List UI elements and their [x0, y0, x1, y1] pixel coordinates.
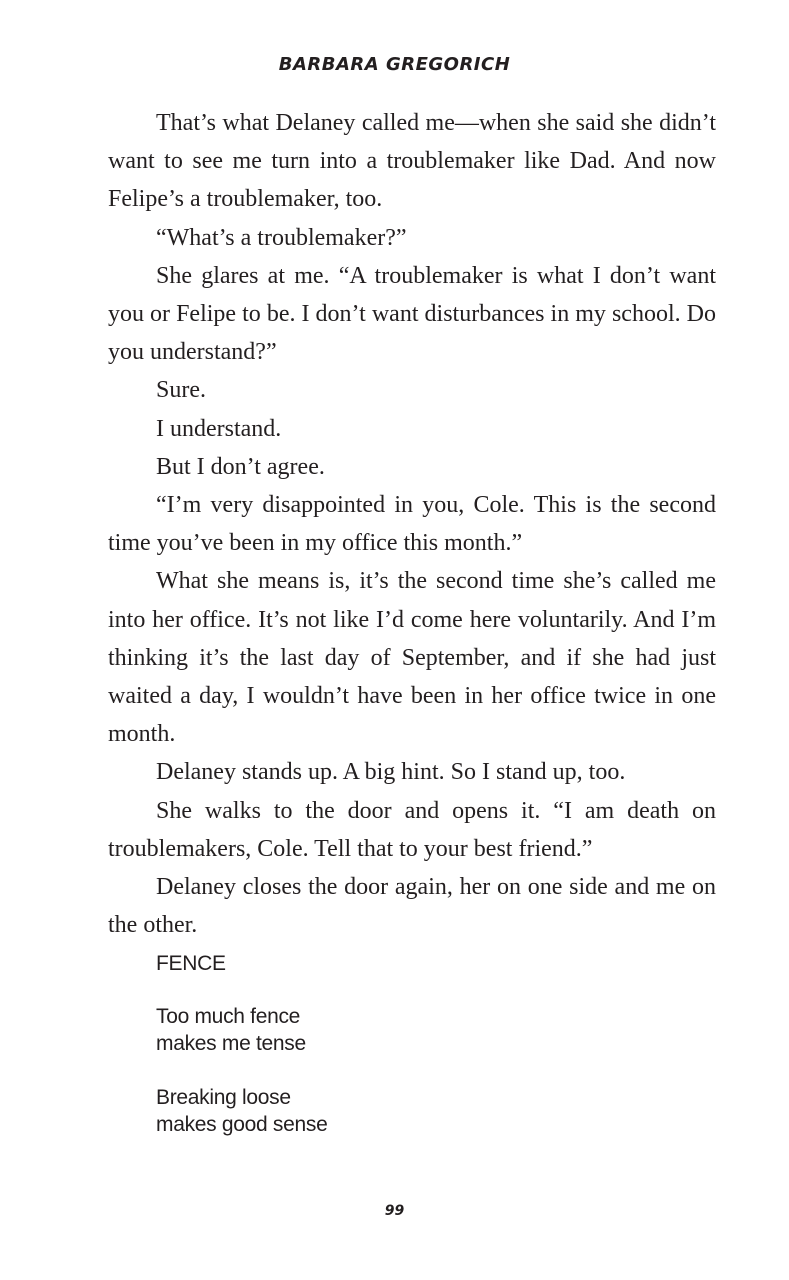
- paragraph: That’s what Delaney called me—when she said she didn’t want to see me turn into a troublemaker like Dad. And now Felipe’s a troublemaker, too.: [108, 110, 716, 213]
- page-number: 99: [384, 1203, 405, 1219]
- body-text: [108, 104, 716, 944]
- running-head: BARBARA GREGORICH: [278, 54, 511, 75]
- paragraph: She glares at me. “A troublemaker is what I don’t want you or Felipe to be. I don’t want disturbances in my school. Do you understand?”: [108, 262, 716, 366]
- paragraph: “I’m very disappointed in you, Cole. This is the second time you’ve been in my office this month.”: [108, 492, 716, 557]
- poem-line: makes good sense: [156, 1113, 328, 1136]
- paragraph: Delaney stands up. A big hint. So I stand up, too.: [156, 759, 626, 786]
- paragraph: What she means is, it’s the second time she’s called me into her office. It’s not like I’d come here voluntarily. And I’m thinking it’s the last day of September, and if she had just waited a day, I wouldn’t have been in her office twice in one month.: [108, 568, 716, 748]
- paragraph: Delaney closes the door again, her on one side and me on the other.: [108, 874, 716, 939]
- poem-stanza: [156, 1003, 327, 1057]
- paragraph: “What’s a troublemaker?”: [156, 224, 407, 251]
- paragraph: But I don’t agree.: [156, 453, 325, 480]
- poem-stanza: [156, 1084, 327, 1138]
- paragraph: I understand.: [156, 415, 282, 442]
- poem-line: Too much fence: [156, 1005, 301, 1028]
- paragraph: She walks to the door and opens it. “I am death on troublemakers, Cole. Tell that to your best friend.”: [108, 797, 716, 862]
- poem-line: makes me tense: [156, 1032, 306, 1055]
- poem-line: Breaking loose: [156, 1086, 291, 1109]
- poem-title: FENCE: [156, 952, 226, 975]
- poem: [156, 950, 327, 1165]
- paragraph: Sure.: [156, 377, 206, 404]
